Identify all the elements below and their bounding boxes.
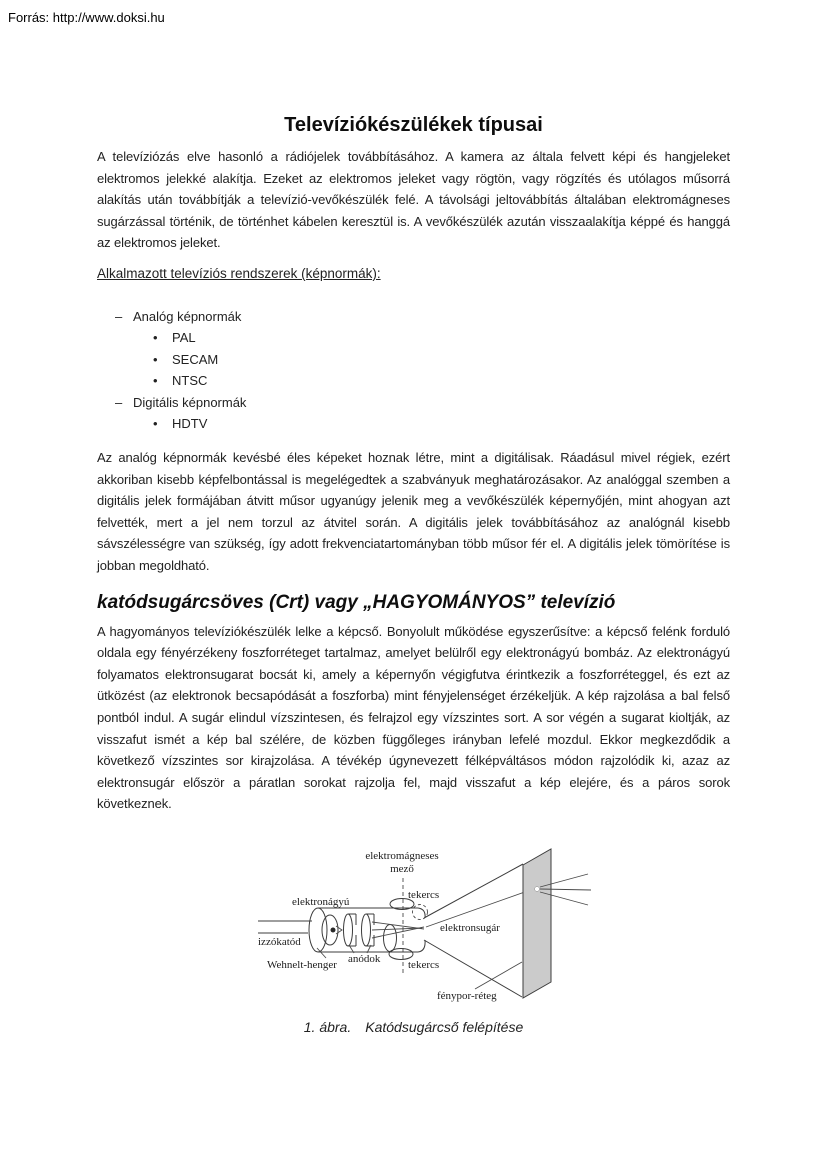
inner-beam-lines [372,922,424,938]
bullet-marker: • [153,416,158,432]
list-item-label: Analóg képnormák [133,308,242,324]
document-content [97,0,730,1035]
list-item-ntsc [97,370,730,392]
bullet-marker: • [153,330,158,346]
list-item-analog [97,306,730,328]
list-item-hdtv [97,413,730,435]
analog-digital-paragraph: Az analóg képnormák kevésbé éles képeket hoznak létre, mint a digitálisak. Ráadásul mivel régiek, ezért akkoriban kisebb képfelbontással is megelégedtek a szabványuk meghatározásakor. Az analóggal szemben a digitális jelek formájában átvitt műsor ugyanúgy jelenik meg a vevőkészülék képernyőjén, mint ahogyan azt felvették, mert a jel nem torzul az átvitel során. A digitális jelek továbbításához az analógnál kisebb sávszélességre van szükség, így adott frekvenciatartományban több műsor fér el. A digitális jelek tömörítése is jobban megoldható. [97,449,730,573]
bullet-marker: • [153,351,158,367]
figure-caption-number: 1. ábra. [303,1018,352,1035]
cathode-and-wehnelt [322,915,342,945]
label-coil-bottom: tekercs [408,958,440,971]
systems-list [97,306,730,435]
intro-paragraph: A televíziózás elve hasonló a rádiójelek továbbításához. A kamera az általa felvett képi és hangjeleket elektromos jelekké alakítja. Ezeket az elektromos jeleket vagy rögtön, vagy rögzítés és utólagos műsorrá alakítás után továbbítják a televízió-vevőkészülék felé. A távolsági jeltovábbítás általában elektromágneses sugárzással történik, de történhet kábelen keresztül is. A vevőkészülék azután visszaalakítja képpé és hanggá az elektromos jeleket. [97,149,730,251]
bullet-marker: • [153,373,158,389]
list-item-pal [97,327,730,349]
crt-diagram-svg [250,841,595,1013]
page-title: Televíziókészülékek típusai [284,114,543,136]
label-coil-top: tekercs [408,888,440,901]
label-em-field-line2: mező [390,862,414,875]
list-item-secam [97,349,730,371]
source-line: Forrás: http://www.doksi.hu [8,10,165,25]
figure-crt [97,841,730,1035]
list-item-label: HDTV [172,416,208,432]
neck-coil [384,924,397,951]
label-em-field-line1: elektromágneses [365,849,439,862]
crt-paragraph: A hagyományos televíziókészülék lelke a képcső. Bonyolult működése egyszerűsítve: a képcső felénk forduló oldala egy fényérzékeny foszforréteget tartalmaz, amelyet belülről egy elektronágyú bombáz. Az elektronágyú folyamatos elektronsugarat bocsát ki, amely a képernyőn végigfutva érintkezik a foszforréteggel, és ezt az ütközést (az elektronok becsapódását a foszforba) mint fényjelenséget érzékeljük. A kép rajzolása a bal felső pontból indul. A sugár elindul vízszintesen, és felrajzol egy vízszintes sort. A sor végén a sugarat kioltják, az visszafut ismét a kép bal szélére, de közben függőleges irányban lefelé mozdul. Ekkor megkezdődik a következő vízszintes sor kirajzolása. A tévékép úgynevezett félképváltásos módon rajzolódik ki, azaz az elektronsugár először a páratlan sorokat rajzolja fel, majd visszafut a kép elejére, és a páros sorok következnek. [97,623,730,812]
list-item-digital [97,392,730,414]
list-item-label: PAL [172,330,196,346]
label-electron-gun: elektronágyú [292,895,350,908]
list-item-label: NTSC [172,373,208,389]
systems-heading: Alkalmazott televíziós rendszerek (képnormák): [97,265,381,281]
cathode-wires [258,921,312,933]
phosphor-screen [523,849,551,998]
figure-caption [97,1019,730,1035]
list-item-label: Digitális képnormák [133,394,247,410]
dash-marker: – [115,308,123,324]
dash-marker: – [115,394,123,410]
figure-caption-text: Katódsugárcső felépítése [365,1018,524,1035]
label-anodes: anódok [348,952,381,965]
list-item-label: SECAM [172,351,219,367]
label-hot-cathode: izzókatód [258,935,301,948]
label-phosphor-layer: fénypor-réteg [437,989,497,1002]
crt-section-heading: katódsugárcsöves (Crt) vagy „HAGYOMÁNYOS” televízió [97,591,616,613]
label-electron-beam: elektronsugár [440,921,500,934]
crt-diagram [250,841,595,1013]
beam-spot [535,886,540,891]
anode-1 [344,914,357,946]
label-wehnelt: Wehnelt-henger [267,958,337,971]
